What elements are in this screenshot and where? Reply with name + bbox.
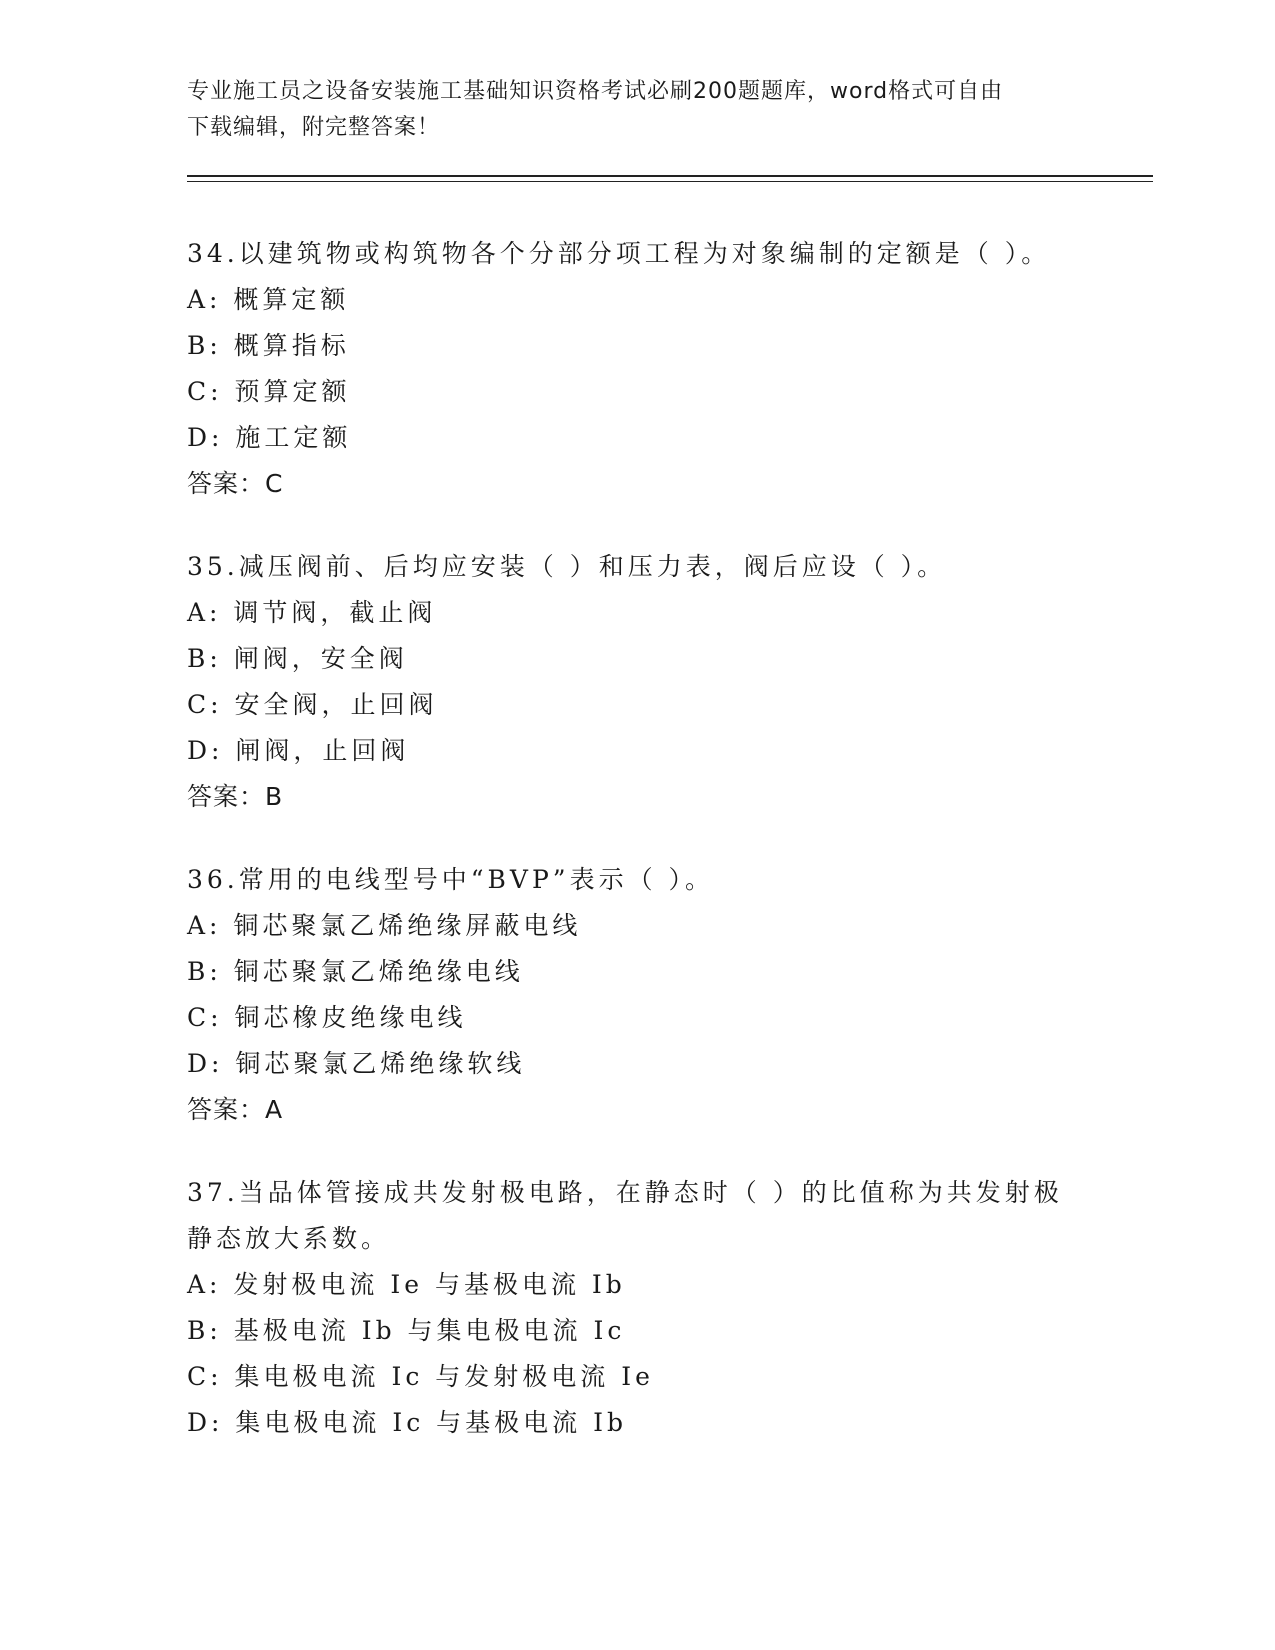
question-stem: 35.减压阀前、后均应安装（ ）和压力表，阀后应设（ ）。 [187, 552, 947, 581]
question-list [187, 231, 1087, 1483]
header-divider-thick [187, 175, 1153, 177]
question-37 [187, 1170, 1087, 1446]
header-line-2: 下载编辑，附完整答案！ [187, 115, 441, 140]
option-c: C: 铜芯橡皮绝缘电线 [187, 1003, 467, 1032]
option-b: B: 铜芯聚氯乙烯绝缘电线 [187, 957, 524, 986]
option-d: D: 集电极电流 Ic 与基极电流 Ib [187, 1408, 628, 1437]
option-c: C: 预算定额 [187, 377, 351, 406]
question-stem: 34.以建筑物或构筑物各个分部分项工程为对象编制的定额是（ ）。 [187, 239, 1051, 268]
question-36 [187, 857, 1087, 1133]
question-34 [187, 231, 1087, 507]
option-b: B: 基极电流 Ib 与集电极电流 Ic [187, 1316, 626, 1345]
answer-text: 答案：B [187, 782, 284, 811]
option-d: D: 闸阀，止回阀 [187, 736, 410, 765]
option-b: B: 闸阀，安全阀 [187, 644, 408, 673]
question-35 [187, 544, 1087, 820]
option-a: A: 发射极电流 Ie 与基极电流 Ib [187, 1270, 626, 1299]
document-header [187, 74, 1087, 146]
header-line-1: 专业施工员之设备安装施工基础知识资格考试必刷200题题库，word格式可自由 [187, 79, 1004, 104]
header-divider-thin [187, 181, 1153, 182]
option-c: C: 集电极电流 Ic 与发射极电流 Ie [187, 1362, 654, 1391]
option-a: A: 调节阀，截止阀 [187, 598, 437, 627]
option-d: D: 铜芯聚氯乙烯绝缘软线 [187, 1049, 526, 1078]
question-stem: 36.常用的电线型号中“BVP”表示（ ）。 [187, 865, 715, 894]
option-b: B: 概算指标 [187, 331, 350, 360]
question-stem-line-2: 静态放大系数。 [187, 1224, 391, 1253]
option-d: D: 施工定额 [187, 423, 352, 452]
option-a: A: 铜芯聚氯乙烯绝缘屏蔽电线 [187, 911, 582, 940]
option-a: A: 概算定额 [187, 285, 350, 314]
answer-text: 答案：C [187, 469, 284, 498]
answer-text: 答案：A [187, 1095, 284, 1124]
option-c: C: 安全阀，止回阀 [187, 690, 438, 719]
question-stem-line-1: 37.当品体管接成共发射极电路，在静态时（ ）的比值称为共发射极 [187, 1178, 1063, 1207]
